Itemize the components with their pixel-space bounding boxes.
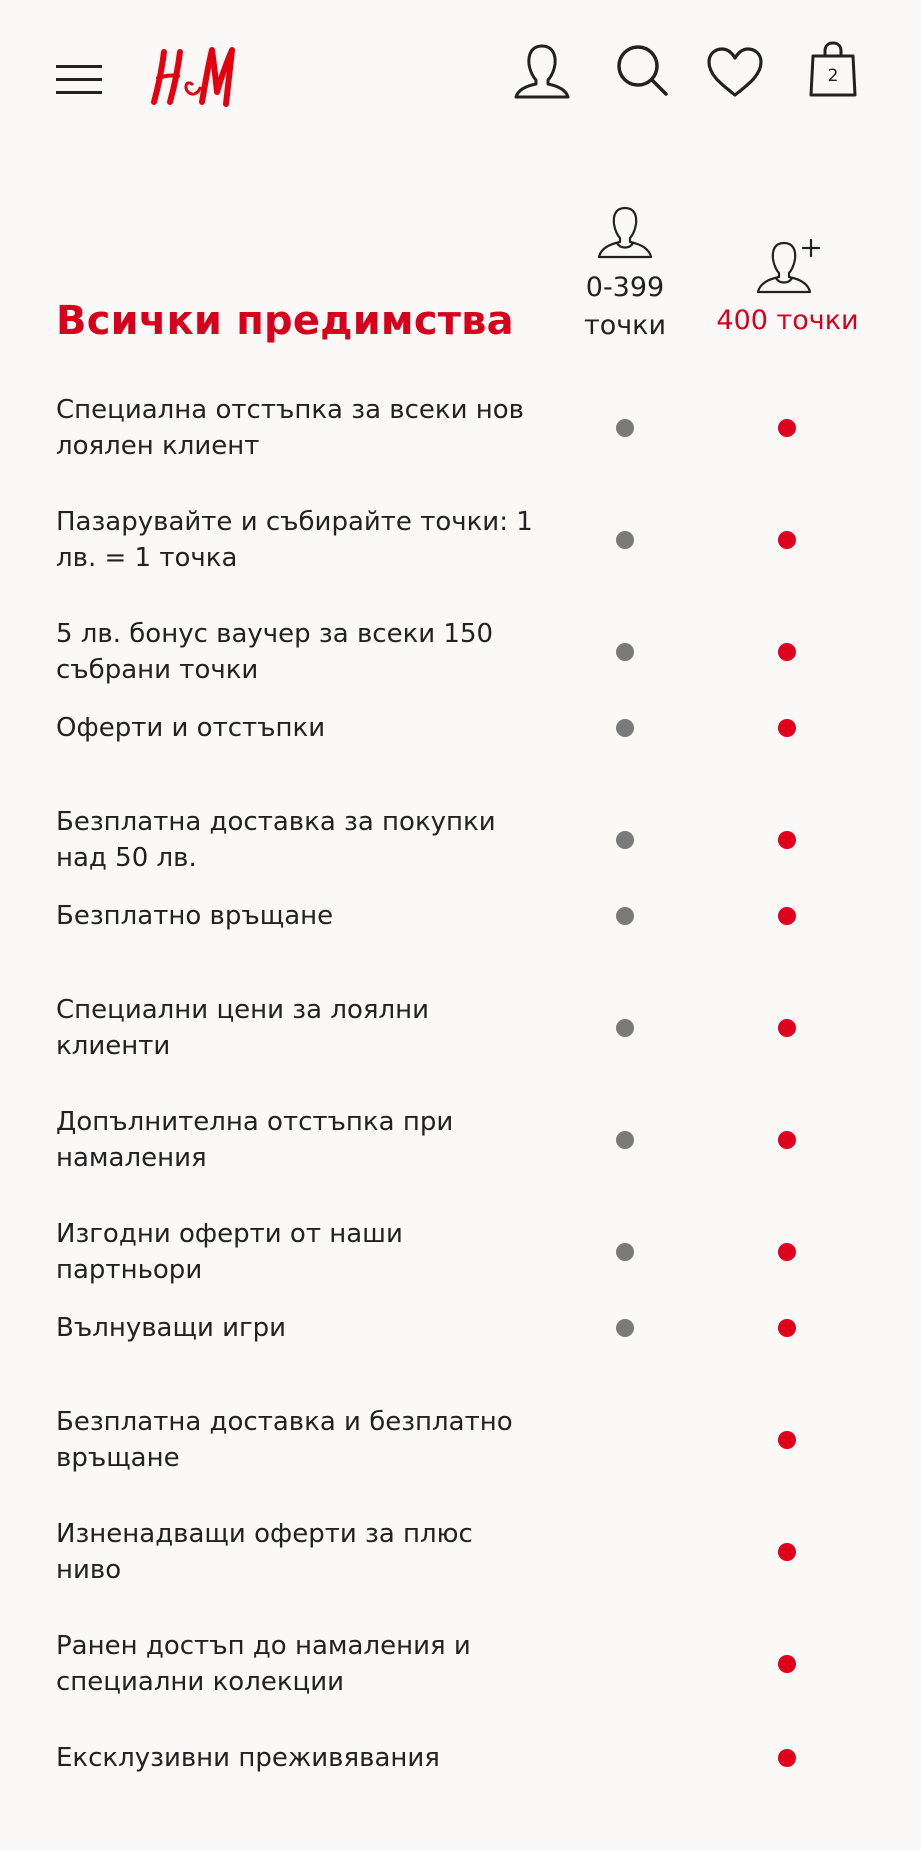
hamburger-menu-icon[interactable] (56, 62, 104, 96)
tier-basic-included-dot (616, 531, 634, 549)
member-icon (596, 205, 654, 263)
tier-plus-included-dot (778, 831, 796, 849)
benefit-label: 5 лв. бонус ваучер за всеки 150 събрани точки (56, 619, 494, 685)
benefit-label: Ексклузивни преживявания (56, 1743, 440, 1773)
tier-plus-included-dot (778, 1131, 796, 1149)
tier-label-basic (560, 269, 690, 345)
tier-plus-included-dot (778, 1243, 796, 1261)
hm-logo[interactable] (150, 44, 240, 110)
tier-plus-included-dot (778, 1431, 796, 1449)
tier-plus-included-dot (778, 1655, 796, 1673)
tier-basic-included-dot (616, 419, 634, 437)
benefit-label: Специални цени за лоялни клиенти (56, 995, 430, 1061)
tier-header-plus (700, 238, 875, 340)
tier-basic-included-dot (616, 1243, 634, 1261)
tier-plus-included-dot (778, 1019, 796, 1037)
tier-basic-included-dot (616, 907, 634, 925)
benefit-label: Ранен достъп до намаления и специални колекции (56, 1631, 471, 1697)
tier-plus-included-dot (778, 643, 796, 661)
benefit-label: Безплатна доставка за покупки над 50 лв. (56, 807, 496, 873)
benefit-label: Допълнителна отстъпка при намаления (56, 1107, 454, 1173)
benefit-label: Специална отстъпка за всеки нов лоялен клиент (56, 395, 524, 461)
benefit-label: Изгодни оферти от наши партньори (56, 1219, 403, 1285)
tier-basic-included-dot (616, 1131, 634, 1149)
tier-plus-included-dot (778, 1749, 796, 1767)
benefit-label: Изненадващи оферти за плюс ниво (56, 1519, 473, 1585)
tier-basic-included-dot (616, 831, 634, 849)
tier-label-plus: 400 точки (716, 305, 859, 336)
tier-basic-included-dot (616, 1019, 634, 1037)
benefits-title: Всички предимства (56, 298, 514, 344)
benefit-label: Оферти и отстъпки (56, 713, 326, 743)
shopping-bag-button[interactable] (808, 40, 858, 98)
tier-header-basic (560, 205, 690, 345)
tier-label-basic-line2: точки (583, 310, 667, 341)
account-icon[interactable] (512, 42, 572, 100)
benefit-label: Безплатно връщане (56, 901, 334, 931)
benefit-label: Вълнуващи игри (56, 1313, 287, 1343)
tier-plus-included-dot (778, 531, 796, 549)
tier-basic-included-dot (616, 643, 634, 661)
tier-plus-included-dot (778, 907, 796, 925)
heart-icon[interactable] (706, 46, 764, 98)
tier-plus-included-dot (778, 1319, 796, 1337)
benefit-label: Пазарувайте и събирайте точки: 1 лв. = 1 точка (56, 507, 533, 573)
bag-count-badge: 2 (827, 66, 839, 86)
search-icon[interactable] (614, 42, 670, 98)
tier-plus-included-dot (778, 719, 796, 737)
tier-plus-included-dot (778, 1543, 796, 1561)
benefit-label: Безплатна доставка и безплатно връщане (56, 1407, 513, 1473)
top-header (0, 0, 921, 160)
member-plus-icon (755, 238, 821, 296)
tier-label-basic-line1: 0-399 (585, 272, 665, 303)
tier-basic-included-dot (616, 1319, 634, 1337)
tier-plus-included-dot (778, 419, 796, 437)
tier-basic-included-dot (616, 719, 634, 737)
